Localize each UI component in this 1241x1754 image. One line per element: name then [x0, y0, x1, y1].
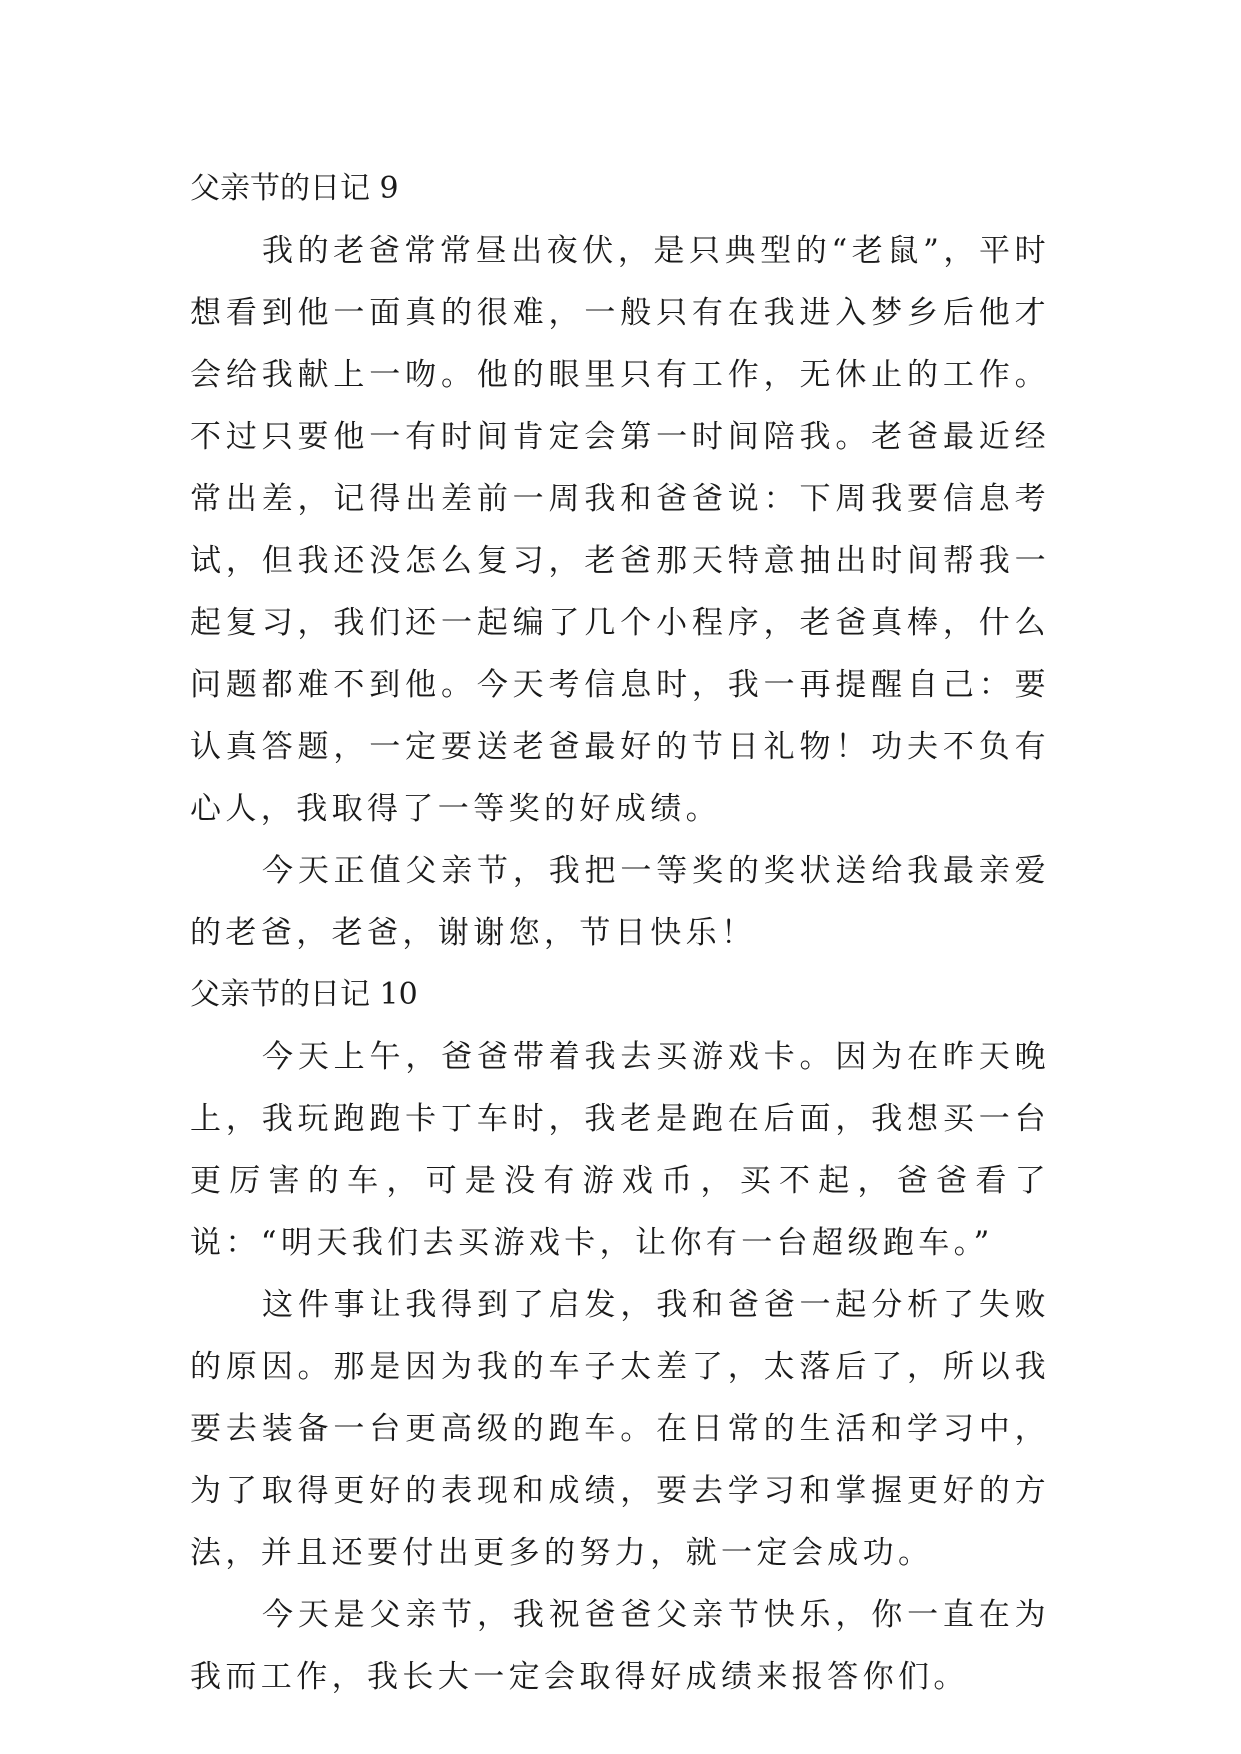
paragraph: 今天是父亲节，我祝爸爸父亲节快乐，你一直在为我而工作，我长大一定会取得好成绩来报答你们。: [190, 1597, 1050, 1695]
paragraph: 今天正值父亲节，我把一等奖的奖状送给我最亲爱的老爸，老爸，谢谢您，节日快乐！: [190, 853, 1050, 951]
paragraph: 今天上午，爸爸带着我去买游戏卡。因为在昨天晚上，我玩跑跑卡丁车时，我老是跑在后面，我想买一台更厉害的车，可是没有游戏币，买不起，爸爸看了说：“明天我们去买游戏卡，让你有一台超级跑车。”: [190, 1039, 1050, 1261]
diary-section-9: [190, 158, 1050, 964]
section-title: 父亲节的日记 9: [190, 171, 399, 206]
section-title: 父亲节的日记 10: [190, 977, 418, 1012]
paragraph: 这件事让我得到了启发，我和爸爸一起分析了失败的原因。那是因为我的车子太差了，太落后了，所以我要去装备一台更高级的跑车。在日常的生活和学习中，为了取得更好的表现和成绩，要去学习和掌握更好的方法，并且还要付出更多的努力，就一定会成功。: [190, 1287, 1050, 1571]
document-page: [190, 158, 1050, 1708]
paragraph: 我的老爸常常昼出夜伏，是只典型的“老鼠”，平时想看到他一面真的很难，一般只有在我进入梦乡后他才会给我献上一吻。他的眼里只有工作，无休止的工作。不过只要他一有时间肯定会第一时间陪我。老爸最近经常出差，记得出差前一周我和爸爸说：下周我要信息考试，但我还没怎么复习，老爸那天特意抽出时间帮我一起复习，我们还一起编了几个小程序，老爸真棒，什么问题都难不到他。今天考信息时，我一再提醒自己：要认真答题，一定要送老爸最好的节日礼物！功夫不负有心人，我取得了一等奖的好成绩。: [190, 233, 1050, 827]
diary-section-10: [190, 964, 1050, 1708]
